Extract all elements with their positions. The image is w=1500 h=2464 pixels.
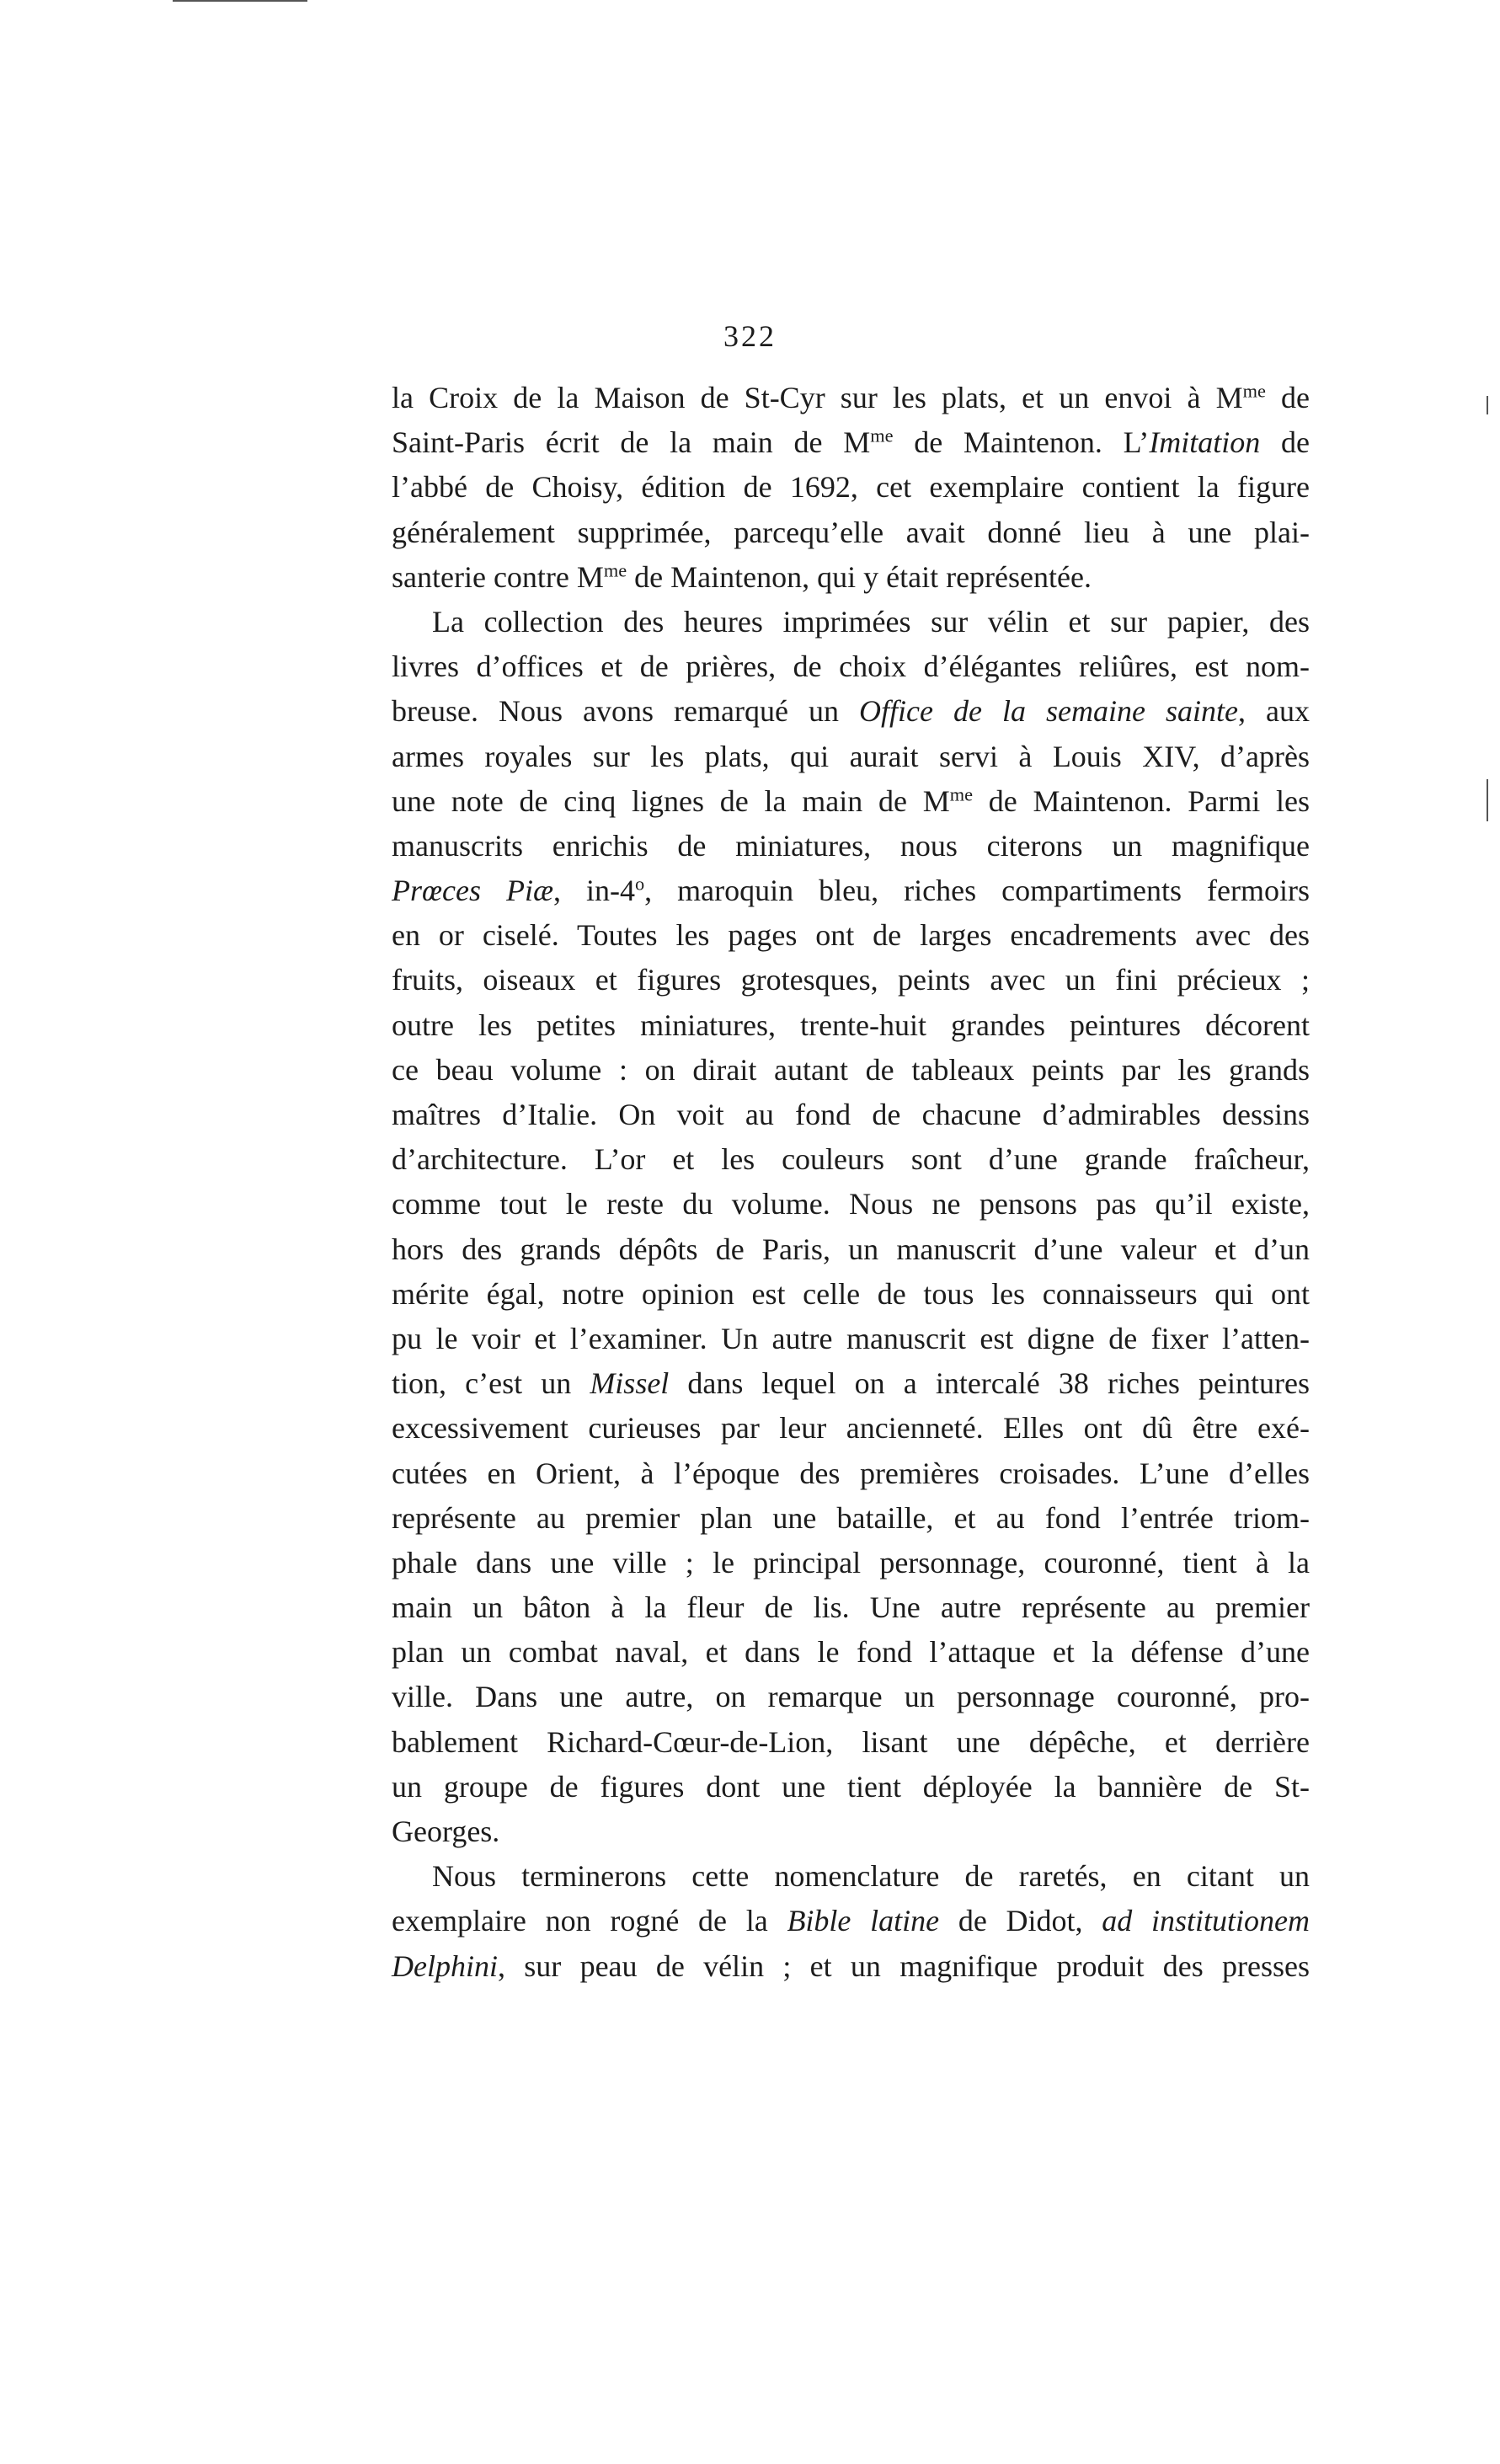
body-text <box>392 376 1310 1989</box>
text-line: plan un combat naval, et dans le fond l’attaque et la défense d’une <box>392 1635 1310 1670</box>
text-line: ville. Dans une autre, on remarque un personnage couronné, pro- <box>392 1680 1310 1714</box>
text-line: phale dans une ville ; le principal personnage, couronné, tient à la <box>392 1545 1310 1579</box>
text-line: fruits, oiseaux et figures grotesques, peints avec un fini précieux ; <box>392 963 1310 997</box>
text-line: main un bâton à la fleur de lis. Une autre représente au premier <box>392 1590 1310 1625</box>
paragraph-1 <box>392 376 1310 600</box>
text-line: d’architecture. L’or et les couleurs sont d’une grande fraîcheur, <box>392 1142 1310 1177</box>
text-line: breuse. Nous avons remarqué un Office de la semaine sainte, aux <box>392 694 1310 729</box>
text-line: manuscrits enrichis de miniatures, nous citerons un magnifique <box>392 828 1310 863</box>
text-line: livres d’offices et de prières, de choix d’élégantes reliûres, est nom- <box>392 649 1310 684</box>
text-line: santerie contre $M^{me}$ de Maintenon, qui y était représentée. <box>392 559 1092 594</box>
scan-edge-mark-right-2 <box>1487 779 1488 821</box>
text-line: comme tout le reste du volume. Nous ne pensons pas qu’il existe, <box>392 1187 1310 1221</box>
text-line: hors des grands dépôts de Paris, un manuscrit d’une valeur et d’un <box>392 1232 1310 1266</box>
text-line: Georges. <box>392 1815 500 1848</box>
text-line: La collection des heures imprimées sur vélin et sur papier, des <box>432 604 1310 639</box>
paragraph-3 <box>392 1854 1310 1989</box>
text-line: un groupe de figures dont une tient déployée la bannière de St- <box>392 1769 1310 1804</box>
text-line: en or ciselé. Toutes les pages ont de larges encadrements avec des <box>392 918 1310 953</box>
text-line: armes royales sur les plats, qui aurait servi à Louis XIV, d’après <box>392 739 1310 773</box>
text-line: outre les petites miniatures, trente-huit grandes peintures décorent <box>392 1008 1310 1042</box>
text-line: pu le voir et l’examiner. Un autre manuscrit est digne de fixer l’atten- <box>392 1321 1310 1355</box>
text-line: maîtres d’Italie. On voit au fond de chacune d’admirables dessins <box>392 1098 1310 1131</box>
text-line: l’abbé de Choisy, édition de 1692, cet exemplaire contient la figure <box>392 470 1310 505</box>
text-line: la Croix de la Maison de St-Cyr sur les plats, et un envoi à $M^{me}$ de <box>392 380 1310 414</box>
text-line: représente au premier plan une bataille, et au fond l’entrée triom- <box>392 1500 1310 1535</box>
text-line: une note de cinq lignes de la main de $M^{me}$ de Maintenon. Parmi les <box>392 783 1310 818</box>
text-line: Delphini, sur peau de vélin ; et un magnifique produit des presses <box>392 1948 1310 1983</box>
scan-edge-mark-top <box>173 0 307 2</box>
text-line: mérite égal, notre opinion est celle de tous les connaisseurs qui ont <box>392 1276 1310 1311</box>
scan-edge-mark-right <box>1487 396 1488 414</box>
text-line: tion, c’est un Missel dans lequel on a intercalé 38 riches peintures <box>392 1366 1310 1401</box>
text-line: Prœces Piæ, in-4$^o$, maroquin bleu, riches compartiments fermoirs <box>392 873 1310 908</box>
text-line: exemplaire non rogné de la Bible latine de Didot, ad institutionem <box>392 1904 1310 1938</box>
text-line: ce beau volume : on dirait autant de tableaux peints par les grands <box>392 1052 1310 1087</box>
paragraph-2 <box>392 600 1310 1854</box>
text-line: Saint-Paris écrit de la main de $M^{me}$ de Maintenon. L’Imitation de <box>392 425 1310 460</box>
text-line: cutées en Orient, à l’époque des premières croisades. L’une d’elles <box>392 1456 1310 1490</box>
page-number: 322 <box>723 319 777 353</box>
text-line: Nous terminerons cette nomenclature de raretés, en citant un <box>432 1859 1310 1894</box>
text-line: généralement supprimée, parcequ’elle avait donné lieu à une plai- <box>392 515 1310 549</box>
text-line: bablement Richard-Cœur-de-Lion, lisant une dépêche, et derrière <box>392 1724 1310 1759</box>
text-line: excessivement curieuses par leur ancienneté. Elles ont dû être exé- <box>392 1411 1310 1446</box>
